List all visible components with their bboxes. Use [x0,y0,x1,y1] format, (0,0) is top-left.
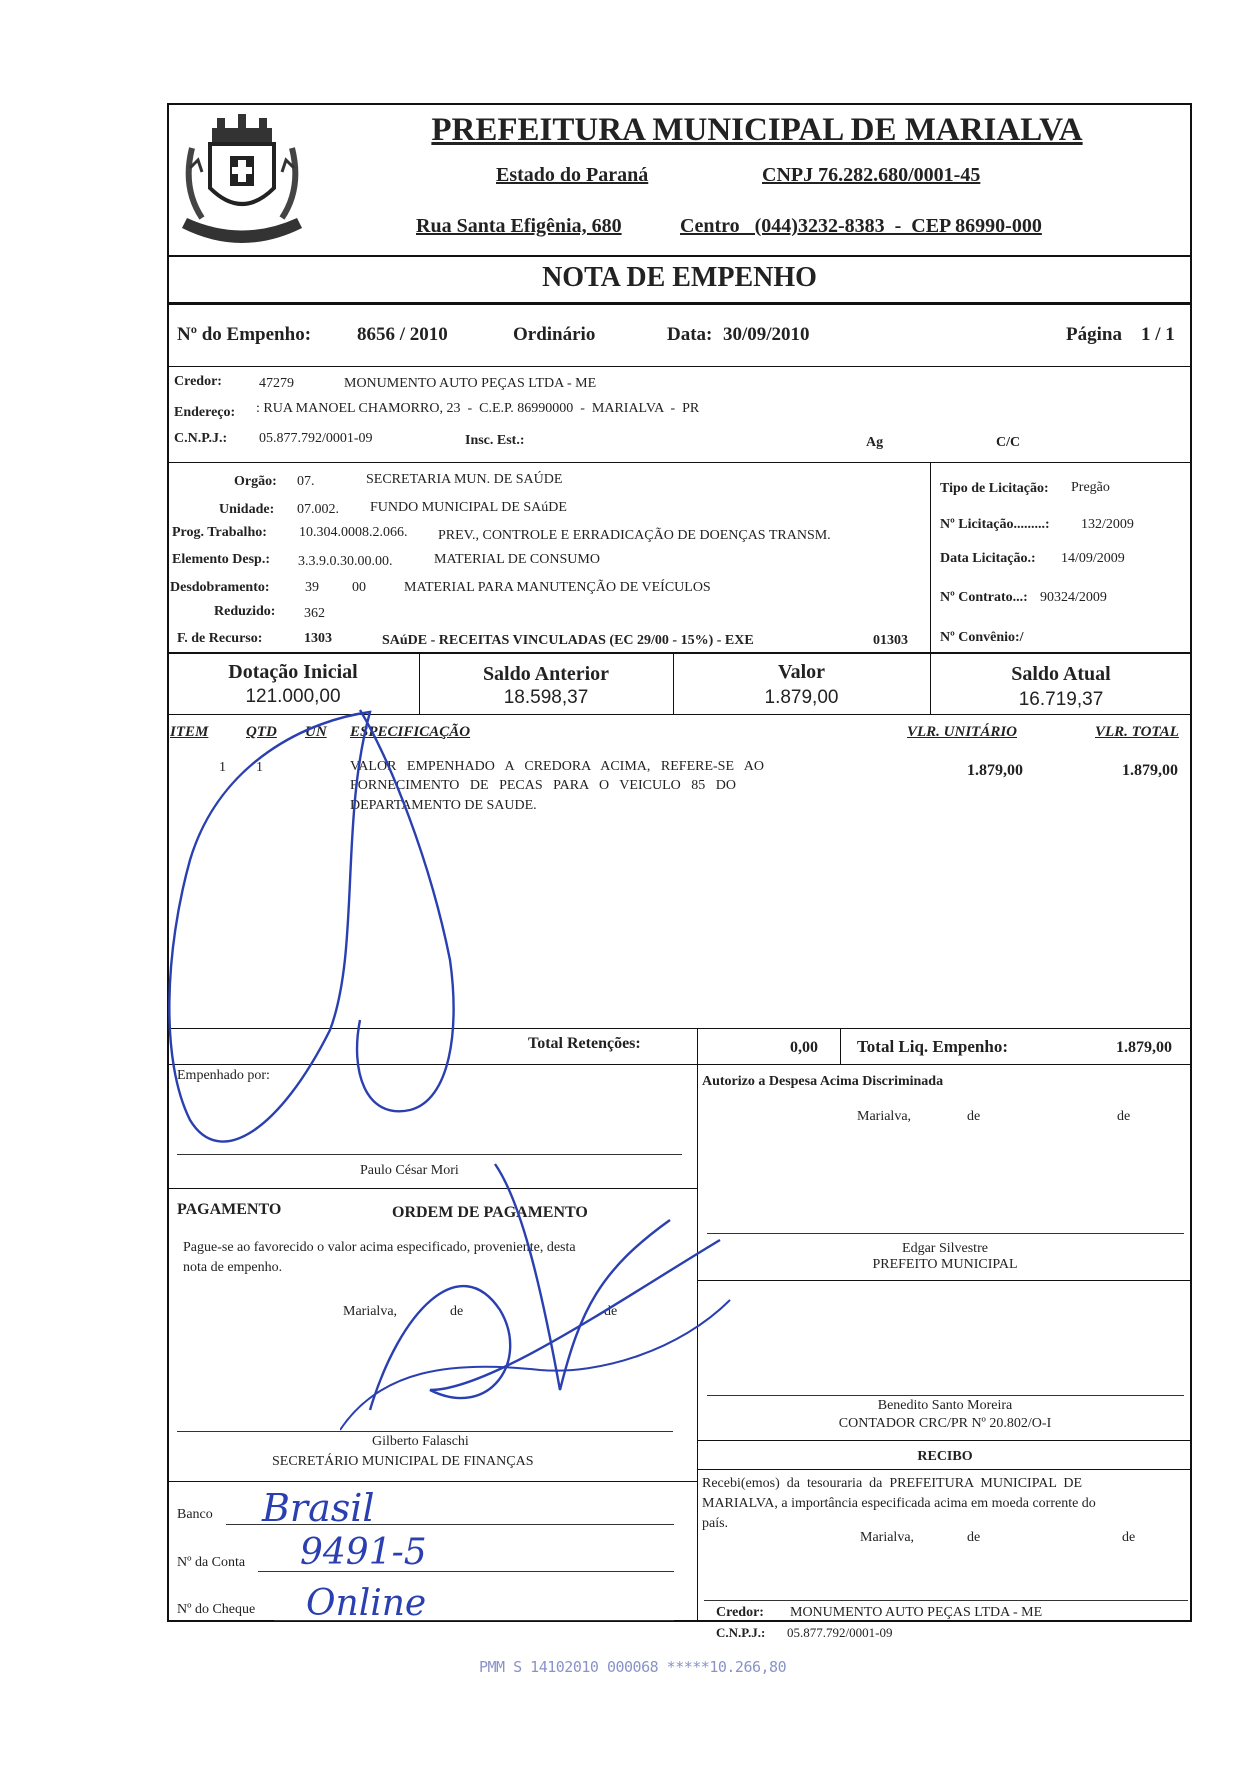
header-address2: Centro (044)3232-8383 - CEP 86990-000 [680,215,1042,237]
col-vtotal: VLR. TOTAL [1095,724,1179,740]
pagamento-de1: de [450,1304,464,1319]
pagamento-label: PAGAMENTO [177,1201,282,1218]
empenho-tipo: Ordinário [513,324,596,345]
unidade-code: 07.002. [297,502,339,517]
prog: PREV., CONTROLE E ERRADICAÇÃO DE DOENÇAS TRANSM. [438,528,831,543]
desd-code2: 00 [352,580,366,595]
autorizo-role: PREFEITO MUNICIPAL [872,1257,1018,1272]
autorizo-de2: de [1117,1109,1131,1124]
recibo-cnpj: 05.877.792/0001-09 [787,1625,893,1640]
banco-label: Banco [177,1507,213,1522]
lic-num-label: Nº Licitação.........: [940,517,1050,532]
desd-label: Desdobramento: [170,580,270,595]
autorizo-name: Edgar Silvestre [902,1241,988,1256]
endereco-label: Endereço: [174,405,236,420]
frec-code: 1303 [304,631,332,646]
autorizo-city: Marialva, [857,1109,912,1124]
empenho-pagina: 1 / 1 [1141,324,1175,345]
lic-contrato-label: Nº Contrato...: [940,590,1028,605]
header-title: PREFEITURA MUNICIPAL DE MARIALVA [431,112,1083,148]
elem-label: Elemento Desp.: [172,552,270,567]
empenhado-name: Paulo César Mori [360,1163,459,1178]
empenho-pagina-label: Página [1066,324,1122,345]
recibo-text2: MARIALVA, a importância especificada acima em moeda corrente do [702,1496,1096,1511]
banco-handwritten: Brasil [262,1486,375,1530]
liq-value: 1.879,00 [1116,1039,1172,1056]
header-state: Estado do Paraná [496,164,649,186]
item-num: 1 [219,760,226,775]
elem-code: 3.3.9.0.30.00.00. [298,554,393,569]
empenho-data-label: Data: [667,324,713,345]
dot-value: 121.000,00 [245,686,341,707]
col-espec: ESPECIFICAÇÃO [350,724,471,740]
doc-title: NOTA DE EMPENHO [542,262,817,293]
item-desc-3: DEPARTAMENTO DE SAUDE. [350,798,537,813]
credor-cnpj: 05.877.792/0001-09 [259,431,373,446]
item-vtotal: 1.879,00 [1122,762,1178,779]
col-item: ITEM [170,724,209,740]
satu-value: 16.719,37 [1018,689,1104,710]
dot-label: Dotação Inicial [228,661,358,683]
elem: MATERIAL DE CONSUMO [434,552,600,567]
lic-num: 132/2009 [1081,517,1134,532]
crest [172,108,312,256]
frec: SAúDE - RECEITAS VINCULADAS (EC 29/00 - 15%) - EXE [382,633,754,648]
ret-label: Total Retenções: [528,1035,641,1052]
recibo-de2: de [1122,1530,1136,1545]
red-label: Reduzido: [214,604,276,619]
item-desc-1: VALOR EMPENHADO A CREDORA ACIMA, REFERE-SE AO [350,759,764,774]
frec-num: 01303 [873,633,908,648]
sant-label: Saldo Anterior [482,663,610,685]
recibo-cnpj-label: C.N.P.J.: [716,1625,766,1640]
lic-contrato: 90324/2009 [1040,590,1107,605]
col-un: UN [305,724,327,740]
cc-label: C/C [996,435,1021,450]
valor-value: 1.879,00 [764,687,839,708]
col-qtd: QTD [246,724,277,740]
empenhado-label: Empenhado por: [177,1068,270,1083]
frec-label: F. de Recurso: [177,631,263,646]
desd: MATERIAL PARA MANUTENÇÃO DE VEÍCULOS [404,580,711,595]
cheque-handwritten: Online [306,1583,427,1624]
pagamento-role: SECRETÁRIO MUNICIPAL DE FINANÇAS [272,1454,534,1469]
credor-cnpj-label: C.N.P.J.: [174,431,228,446]
lic-data: 14/09/2009 [1061,551,1125,566]
autorizo-de1: de [967,1109,981,1124]
header-address: Rua Santa Efigênia, 680 [416,215,622,237]
ret-value: 0,00 [790,1039,818,1056]
item-desc-2: FORNECIMENTO DE PECAS PARA O VEICULO 85 DO [350,778,736,793]
credor-code: 47279 [259,376,294,391]
recibo-city: Marialva, [860,1530,915,1545]
cheque-label: Nº do Cheque [177,1602,256,1617]
conta-handwritten: 9491-5 [300,1532,427,1573]
orgao-label: Orgão: [234,474,277,489]
credor-label: Credor: [174,374,222,389]
prog-label: Prog. Trabalho: [172,525,267,540]
lic-convenio: Nº Convênio:/ [940,630,1024,645]
recibo-credor: MONUMENTO AUTO PEÇAS LTDA - ME [790,1605,1043,1620]
pagamento-city: Marialva, [343,1304,398,1319]
recibo-de1: de [967,1530,981,1545]
ordem-label: ORDEM DE PAGAMENTO [392,1204,588,1221]
recibo-text1: Recebi(emos) da tesouraria da PREFEITURA MUNICIPAL DE [702,1476,1083,1491]
contador-role: CONTADOR CRC/PR Nº 20.802/O-I [838,1416,1052,1431]
empenho-num-label: Nº do Empenho: [177,324,312,345]
endereco-value: : RUA MANOEL CHAMORRO, 23 - C.E.P. 86990000 - MARIALVA - PR [256,401,700,416]
pagamento-text1: Pague-se ao favorecido o valor acima especificado, proveniente, desta [183,1240,576,1255]
lic-data-label: Data Licitação.: [940,551,1036,566]
pagamento-name: Gilberto Falaschi [372,1434,469,1449]
item-vunit: 1.879,00 [967,762,1023,779]
liq-label: Total Liq. Empenho: [857,1037,1008,1056]
bank-stamp: PMM S 14102010 000068 *****10.266,80 [479,1658,787,1676]
orgao-code: 07. [297,474,315,489]
conta-label: Nº da Conta [177,1555,246,1570]
item-qtd: 1 [256,760,263,775]
recibo-text3: país. [702,1516,729,1531]
col-vunit: VLR. UNITÁRIO [907,724,1018,740]
empenho-data: 30/09/2010 [723,324,810,345]
contador-name: Benedito Santo Moreira [877,1398,1013,1413]
prog-code: 10.304.0008.2.066. [299,525,408,540]
ag-label: Ag [866,435,884,450]
insc-label: Insc. Est.: [465,433,525,448]
sant-value: 18.598,37 [503,687,589,708]
satu-label: Saldo Atual [1011,663,1111,685]
orgao: SECRETARIA MUN. DE SAÚDE [366,472,563,487]
unidade: FUNDO MUNICIPAL DE SAúDE [370,500,567,515]
lic-tipo-label: Tipo de Licitação: [940,481,1049,496]
red: 362 [304,606,325,621]
valor-label: Valor [777,661,826,683]
recibo-title: RECIBO [917,1449,973,1464]
autorizo-label: Autorizo a Despesa Acima Discriminada [702,1074,944,1089]
header-cnpj: CNPJ 76.282.680/0001-45 [762,164,981,186]
recibo-credor-label: Credor: [716,1605,764,1620]
desd-code1: 39 [305,580,319,595]
pagamento-de2: de [604,1304,618,1319]
pagamento-text2: nota de empenho. [183,1260,283,1275]
empenho-num: 8656 / 2010 [357,324,448,345]
coat-of-arms-icon [172,108,312,256]
lic-tipo: Pregão [1071,480,1110,495]
credor-name: MONUMENTO AUTO PEÇAS LTDA - ME [344,376,597,391]
unidade-label: Unidade: [219,502,275,517]
